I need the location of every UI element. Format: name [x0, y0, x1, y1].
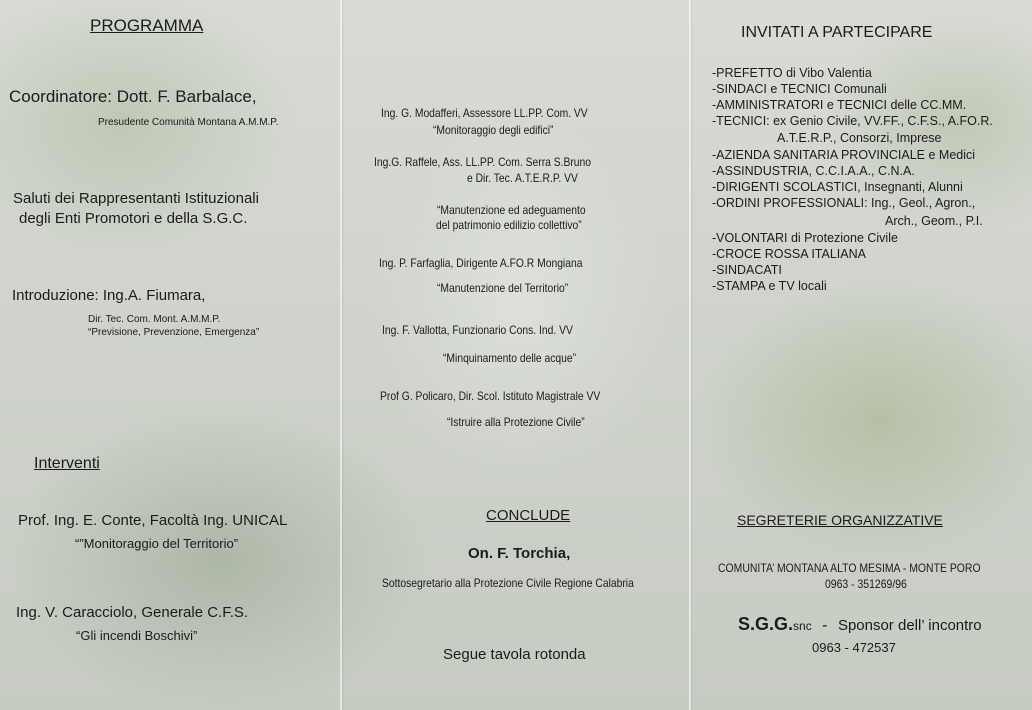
invitee-item: -SINDACATI — [712, 263, 782, 277]
conclude-name: On. F. Torchia, — [468, 545, 571, 562]
speaker-modafferi-topic: “Monitoraggio degli edifici” — [433, 123, 554, 137]
invitees-panel — [691, 0, 1032, 710]
invitee-item: -CROCE ROSSA ITALIANA — [712, 247, 866, 261]
invitee-item: -VOLONTARI di Protezione Civile — [712, 231, 898, 245]
invitee-item: -AZIENDA SANITARIA PROVINCIALE e Medici — [712, 148, 976, 162]
speaker-raffele-topic-2: del patrimonio edilizio collettivo” — [436, 218, 582, 232]
conclude-heading: CONCLUDE — [486, 507, 571, 524]
introduction-role: Dir. Tec. Com. Mont. A.M.M.P. — [88, 314, 221, 325]
speaker-1-topic: “”Monitoraggio del Territorio” — [75, 536, 239, 551]
speaker-1: Prof. Ing. E. Conte, Facoltà Ing. UNICAL — [18, 512, 288, 529]
sponsor-text: Sponsor dell’ incontro — [837, 617, 982, 634]
interventions-heading: Interventi — [34, 455, 100, 472]
program-panel — [0, 0, 340, 710]
invitee-item: -ORDINI PROFESSIONALI: Ing., Geol., Agron., — [712, 196, 976, 210]
greetings-line-2: degli Enti Promotori e della S.G.C. — [19, 210, 248, 227]
speakers-panel — [342, 0, 689, 710]
speaker-2: Ing. V. Caracciolo, Generale C.F.S. — [16, 604, 249, 621]
coordinator-line: Coordinatore: Dott. F. Barbalace, — [9, 87, 257, 106]
sponsor-line — [738, 614, 982, 635]
round-table: Segue tavola rotonda — [443, 646, 586, 663]
speaker-modafferi: Ing. G. Modafferi, Assessore LL.PP. Com. VV — [381, 106, 588, 120]
speaker-raffele-role: e Dir. Tec. A.T.E.R.P. VV — [467, 171, 578, 185]
sponsor-name: S.G.G. — [738, 614, 794, 634]
conclude-role: Sottosegretario alla Protezione Civile Regione Calabria — [382, 576, 634, 590]
speaker-farfaglia-topic: “Manutenzione del Territorio” — [437, 281, 569, 295]
sponsor-separator: - — [822, 617, 828, 634]
secretariat-heading: SEGRETERIE ORGANIZZATIVE — [737, 512, 943, 528]
invitee-item: A.T.E.R.P., Consorzi, Imprese — [777, 131, 942, 145]
invitee-item: -DIRIGENTI SCOLASTICI, Insegnanti, Alunni — [712, 180, 963, 194]
speaker-vallotta-topic: “Minquinamento delle acque” — [443, 351, 577, 365]
speaker-raffele: Ing.G. Raffele, Ass. LL.PP. Com. Serra S.Bruno — [374, 155, 592, 169]
sponsor-suffix: snc — [793, 619, 812, 633]
secretariat-phone: 0963 - 351269/96 — [825, 577, 907, 591]
sponsor-phone: 0963 - 472537 — [812, 640, 896, 655]
greetings-line-1: Saluti dei Rappresentanti Istituzionali — [13, 190, 259, 207]
secretariat-organization: COMUNITA’ MONTANA ALTO MESIMA - MONTE PORO — [718, 561, 981, 575]
invitees-heading: INVITATI A PARTECIPARE — [741, 24, 933, 41]
coordinator-role: Presudente Comunità Montana A.M.M.P. — [98, 117, 279, 128]
introduction-topic: “Previsione, Prevenzione, Emergenza” — [88, 327, 260, 338]
invitee-item: -STAMPA e TV locali — [712, 279, 827, 293]
speaker-policaro-topic: “Istruire alla Protezione Civile” — [447, 415, 585, 429]
invitee-item: -SINDACI e TECNICI Comunali — [712, 82, 887, 96]
speaker-vallotta: Ing. F. Vallotta, Funzionario Cons. Ind. VV — [382, 323, 573, 337]
speaker-policaro: Prof G. Policaro, Dir. Scol. Istituto Magistrale VV — [380, 389, 601, 403]
invitee-item: -ASSINDUSTRIA, C.C.I.A.A., C.N.A. — [712, 164, 915, 178]
introduction-line: Introduzione: Ing.A. Fiumara, — [12, 287, 206, 304]
invitee-item: -AMMINISTRATORI e TECNICI delle CC.MM. — [712, 98, 967, 112]
speaker-2-topic: “Gli incendi Boschivi” — [76, 628, 198, 643]
program-heading: PROGRAMMA — [90, 16, 204, 35]
invitee-item: Arch., Geom., P.I. — [885, 214, 983, 228]
speaker-raffele-topic-1: “Manutenzione ed adeguamento — [437, 203, 586, 217]
invitee-item: -PREFETTO di Vibo Valentia — [712, 66, 872, 80]
invitee-item: -TECNICI: ex Genio Civile, VV.FF., C.F.S., A.FO.R. — [712, 114, 993, 128]
speaker-farfaglia: Ing. P. Farfaglia, Dirigente A.FO.R Mongiana — [379, 256, 583, 270]
